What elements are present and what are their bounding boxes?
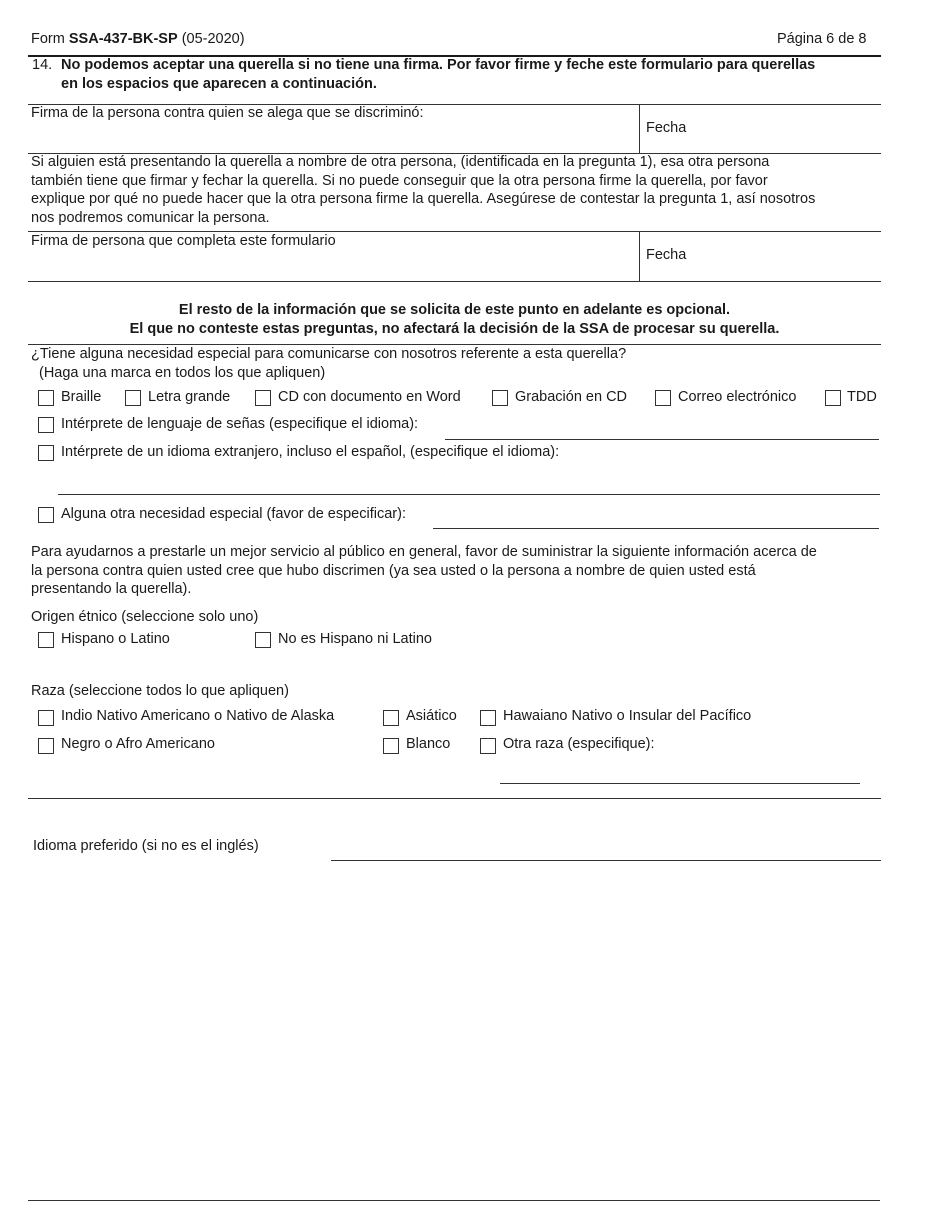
other-need-input[interactable]: [433, 528, 879, 529]
race-label: Raza (seleccione todos lo que apliquen): [31, 683, 289, 699]
preferred-language-label: Idioma preferido (si no es el inglés): [33, 838, 259, 854]
page-number: Página 6 de 8: [777, 31, 867, 47]
divider: [28, 281, 881, 282]
white-label: Blanco: [406, 736, 451, 752]
native-american-label: Indio Nativo Americano o Nativo de Alaska: [61, 708, 335, 724]
black-label: Negro o Afro Americano: [61, 736, 215, 752]
preparer-signature-label: Firma de persona que completa este formulario: [31, 233, 336, 249]
hawaiian-label: Hawaiano Nativo o Insular del Pacífico: [503, 708, 752, 724]
other-need-label: Alguna otra necesidad especial (favor de especificar):: [61, 506, 406, 522]
date-field[interactable]: [640, 105, 880, 152]
form-number: SSA-437-BK-SP: [68, 31, 178, 47]
white-checkbox[interactable]: [383, 738, 399, 754]
paragraph-line: la persona contra quien usted cree que hubo discrimen (ya sea usted o la persona a nombre de quien usted está: [31, 562, 756, 579]
signature-label: Firma de la persona contra quien se alega que se discriminó:: [31, 105, 424, 121]
other-person-paragraph: [31, 153, 881, 227]
q14-text-line1: No podemos aceptar una querella si no tiene una firma. Por favor firme y feche este formulario para querellas: [61, 57, 816, 73]
paragraph-line: presentando la querella).: [31, 581, 192, 597]
optional-notice-line1: El resto de la información que se solicita de este punto en adelante es opcional.: [178, 302, 731, 318]
not-hispanic-checkbox[interactable]: [255, 632, 271, 648]
email-checkbox[interactable]: [655, 390, 671, 406]
form-prefix: Form: [31, 31, 65, 47]
paragraph-line: explique por qué no puede hacer que la otra persona firme la querella. Asegúrese de contestar la pregunta 1, así nosotros: [31, 191, 816, 207]
form-id: [31, 30, 245, 48]
other-race-checkbox[interactable]: [480, 738, 496, 754]
braille-label: Braille: [61, 389, 102, 405]
demographics-intro: [31, 543, 881, 599]
special-needs-question: ¿Tiene alguna necesidad especial para comunicarse con nosotros referente a esta querella?: [31, 346, 627, 362]
other-need-checkbox[interactable]: [38, 507, 54, 523]
other-race-label: Otra raza (especifique):: [503, 736, 655, 752]
sign-language-label: Intérprete de lenguaje de señas (especifique el idioma):: [61, 416, 419, 432]
email-label: Correo electrónico: [678, 389, 797, 405]
asian-checkbox[interactable]: [383, 710, 399, 726]
preparer-date-field[interactable]: [640, 232, 880, 280]
other-race-input[interactable]: [500, 783, 860, 784]
audio-cd-checkbox[interactable]: [492, 390, 508, 406]
hawaiian-checkbox[interactable]: [480, 710, 496, 726]
hispanic-checkbox[interactable]: [38, 632, 54, 648]
audio-cd-label: Grabación en CD: [515, 389, 628, 405]
paragraph-line: nos podremos comunicar la persona.: [31, 209, 270, 226]
preferred-language-input[interactable]: [331, 860, 881, 861]
form-date: (05-2020): [181, 31, 245, 47]
tdd-label: TDD: [847, 389, 877, 405]
paragraph-line: también tiene que firmar y fechar la querella. Si no puede conseguir que la otra persona firme la querella, por favor: [31, 172, 768, 189]
optional-notice-line2: El que no conteste estas preguntas, no afectará la decisión de la SSA de procesar su querella.: [129, 321, 780, 337]
hispanic-label: Hispano o Latino: [61, 631, 170, 647]
not-hispanic-label: No es Hispano ni Latino: [278, 631, 432, 647]
braille-checkbox[interactable]: [38, 390, 54, 406]
word-cd-label: CD con documento en Word: [278, 389, 461, 405]
footer-rule: [28, 1200, 880, 1201]
ethnicity-label: Origen étnico (seleccione solo uno): [31, 609, 259, 625]
sign-language-input[interactable]: [445, 439, 879, 440]
foreign-language-checkbox[interactable]: [38, 445, 54, 461]
paragraph-line: Para ayudarnos a prestarle un mejor servicio al público en general, favor de suministrar la siguiente información acerca de: [31, 544, 817, 560]
date-label: Fecha: [646, 120, 687, 136]
native-american-checkbox[interactable]: [38, 710, 54, 726]
foreign-language-label: Intérprete de un idioma extranjero, incluso el español, (especifique el idioma):: [61, 444, 560, 460]
special-needs-instruction: (Haga una marca en todos los que apliquen): [39, 365, 326, 381]
large-print-checkbox[interactable]: [125, 390, 141, 406]
q14-number: 14.: [32, 57, 53, 73]
foreign-language-input[interactable]: [58, 494, 880, 495]
paragraph-line: Si alguien está presentando la querella a nombre de otra persona, (identificada en la pregunta 1), esa otra persona: [31, 154, 770, 170]
asian-label: Asiático: [406, 708, 457, 724]
black-checkbox[interactable]: [38, 738, 54, 754]
word-cd-checkbox[interactable]: [255, 390, 271, 406]
signature-field[interactable]: [28, 105, 638, 152]
sign-language-checkbox[interactable]: [38, 417, 54, 433]
divider: [28, 798, 881, 799]
preparer-date-label: Fecha: [646, 247, 687, 263]
tdd-checkbox[interactable]: [825, 390, 841, 406]
q14-text-line2: en los espacios que aparecen a continuación.: [61, 76, 377, 92]
preparer-signature-field[interactable]: [28, 232, 638, 280]
large-print-label: Letra grande: [148, 389, 231, 405]
